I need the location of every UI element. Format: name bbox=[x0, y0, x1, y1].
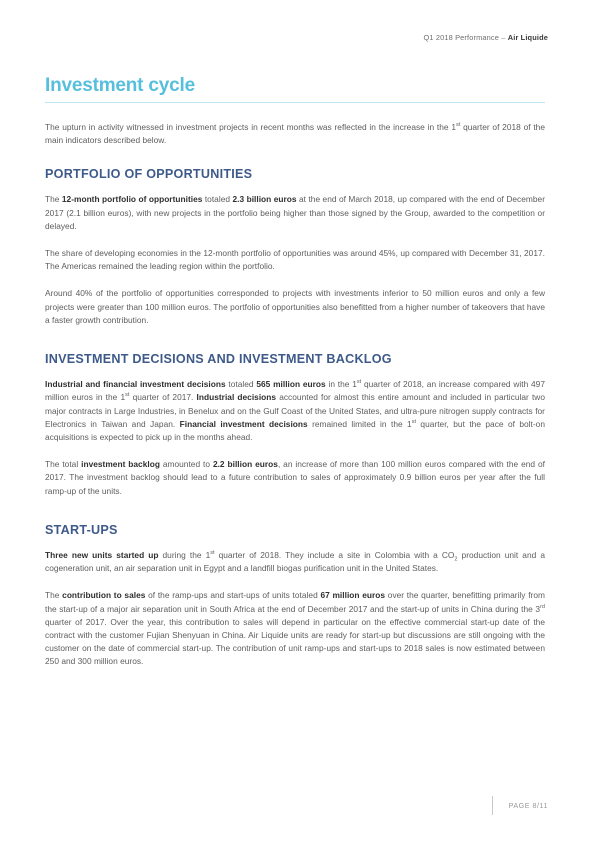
text-run: quarter of 2018, an increase compared with 497 million euros in the 1 bbox=[45, 379, 545, 403]
bold-run: 67 million euros bbox=[320, 590, 386, 601]
text-run: at the end of March 2018, up compared with the end of December 2017 (2.1 billion euros), with new projects in the portfolio being higher than those signed by the Group, awarded to the competition or delayed. bbox=[45, 194, 545, 231]
intro-text-1: The upturn in activity witnessed in investment projects in recent months was reflected in the increase in the 1 bbox=[45, 121, 456, 132]
text-run: amounted to bbox=[159, 459, 213, 470]
subscript: 2 bbox=[454, 556, 458, 563]
footer-divider bbox=[492, 796, 493, 815]
text-run: accounted for almost this entire amount and included in particular two major contracts in Large Industries, in Benelux and on the Gulf Coast of the United States, and ultra-pure nitrogen supply contracts for Electronics in Taiwan and Japan. bbox=[45, 392, 545, 429]
spacer bbox=[45, 327, 545, 352]
intro-paragraph bbox=[45, 121, 545, 147]
text-run: quarter of 2017. bbox=[129, 392, 197, 403]
section-heading-investment-decisions: INVESTMENT DECISIONS AND INVESTMENT BACKLOG bbox=[45, 352, 392, 367]
text-run: totaled bbox=[225, 379, 257, 390]
bold-run: 565 million euros bbox=[256, 379, 326, 390]
bold-run: 2.3 billion euros bbox=[232, 194, 297, 205]
superscript: st bbox=[210, 550, 215, 557]
bold-run: 2.2 billion euros bbox=[212, 459, 278, 470]
section-heading-portfolio: PORTFOLIO OF OPPORTUNITIES bbox=[45, 167, 253, 182]
spacer bbox=[45, 575, 545, 589]
running-header-brand: Air Liquide bbox=[507, 33, 548, 42]
paragraph-startups-2 bbox=[45, 589, 545, 668]
text-run: The bbox=[45, 194, 62, 205]
text-run: over the quarter, benefitting primarily from the start-up of a major air separation unit in South Africa at the end of December 2017 and the start-up of units in China during the 3 bbox=[45, 590, 545, 614]
bold-run: Industrial decisions bbox=[196, 392, 277, 403]
text-run: The bbox=[45, 590, 63, 601]
intro-superscript: st bbox=[455, 122, 461, 129]
text-run: quarter of 2018. They include a site in Colombia with a CO bbox=[214, 549, 455, 560]
spacer bbox=[45, 273, 545, 287]
page-title: Investment cycle bbox=[45, 75, 195, 96]
paragraph-startups-1 bbox=[45, 549, 545, 575]
bold-run: Industrial and financial investment decisions bbox=[45, 379, 226, 390]
text-run: production unit and a cogeneration unit, an air separation unit in Egypt and a landfill biogas purification unit in the United States. bbox=[45, 549, 545, 574]
spacer bbox=[45, 444, 545, 458]
paragraph-portfolio-1 bbox=[45, 193, 545, 233]
superscript: st bbox=[356, 379, 362, 386]
spacer bbox=[45, 498, 545, 523]
text-run: , an increase of more than 100 million euros compared with the end of 2017. The investment backlog should lead to a future contribution to sales of approximately 0.9 billion euros per year after the full ramp-up of the units. bbox=[45, 459, 545, 496]
bold-run: 12-month portfolio of opportunities bbox=[61, 194, 203, 205]
superscript: st bbox=[411, 419, 417, 426]
paragraph-portfolio-2: The share of developing economies in the 12-month portfolio of opportunities was around 45%, up compared with December 31, 2017. The Americas remained the leading region within the portfolio. bbox=[45, 248, 545, 272]
superscript: st bbox=[125, 392, 130, 399]
text-run: during the 1 bbox=[158, 549, 211, 560]
bold-run: Financial investment decisions bbox=[179, 418, 308, 429]
bold-run: contribution to sales bbox=[62, 590, 146, 601]
page-footer bbox=[492, 796, 548, 815]
text-run: The total bbox=[45, 459, 82, 470]
spacer bbox=[45, 233, 545, 247]
spacer bbox=[45, 182, 545, 193]
page-number: PAGE 8/11 bbox=[508, 801, 548, 810]
spacer bbox=[45, 367, 545, 378]
bold-run: Three new units started up bbox=[45, 549, 159, 560]
section-heading-start-ups: START-UPS bbox=[45, 522, 118, 537]
paragraph-investment-1 bbox=[45, 378, 545, 444]
spacer bbox=[45, 147, 545, 167]
running-header bbox=[423, 33, 548, 42]
text-run: in the 1 bbox=[325, 379, 357, 390]
text-run: quarter of 2017. Over the year, this contribution to sales will depend in particular on the effective commercial start-up date of the contract with the customer Fujian Shenyuan in China. Air Liquide units are ready for start-up but discussions are still ongoing with the customer on the date of commercial start-up. The contribution of unit ramp-ups and start-ups to 2018 sales is now estimated between 250 and 300 million euros. bbox=[45, 616, 545, 667]
intro-text-2: quarter of 2018 of the main indicators described below. bbox=[45, 121, 545, 146]
content-column bbox=[45, 76, 545, 669]
text-run: remained limited in the 1 bbox=[307, 418, 412, 429]
paragraph-investment-2 bbox=[45, 458, 545, 498]
spacer bbox=[45, 103, 545, 121]
bold-run: investment backlog bbox=[81, 459, 160, 470]
text-run: quarter, but the pace of bolt-on acquisitions is expected to pick up in the months ahead. bbox=[45, 418, 545, 442]
text-run: of the ramp-ups and start-ups of units totaled bbox=[145, 590, 321, 601]
running-header-report: Q1 2018 Performance bbox=[423, 33, 500, 42]
running-header-separator: – bbox=[501, 33, 506, 42]
spacer bbox=[45, 538, 545, 549]
paragraph-portfolio-3: Around 40% of the portfolio of opportunities corresponded to projects with investments inferior to 50 million euros and only a few projects were greater than 100 million euros. The portfolio of opportunities also benefitted from a higher number of takeovers that have a faster growth contribution. bbox=[45, 288, 545, 325]
text-run: totaled bbox=[202, 194, 233, 205]
superscript: rd bbox=[540, 603, 545, 610]
